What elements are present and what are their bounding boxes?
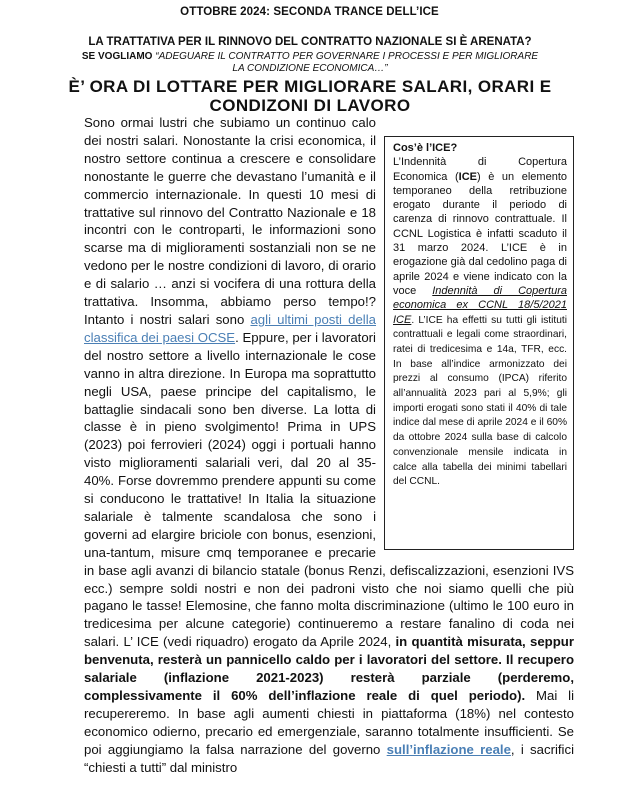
ice-abbrev: ICE <box>458 170 477 183</box>
document-question: LA TRATTATIVA PER IL RINNOVO DEL CONTRATTO NAZIONALE SI È ARENATA? <box>88 36 532 48</box>
article-text: , i sacrifici “chiesti a tutti” dal ministro <box>84 741 575 775</box>
ice-box-text <box>393 155 567 489</box>
article-body <box>84 114 574 777</box>
article-text: Sono ormai lustri che subiamo un continuo calo dei nostri salari. Nonostante la crisi economica, il nostro settore continua a crescere e consolidare nonostante le guerre che devastano l’umanità e il commercio internazionale. In questi 10 mesi di trattative sul rinnovo del Contratto Nazionale e 18 incontri con le controparti, le informazioni sono scarse ma di miglioramenti sostanziali non se ne vedono per le nostre condizioni di lavoro, di orario e di salario … anzi si vocifera di una rottura della trattativa. Insomma, abbiamo perso tempo!? Intanto i nostri salari sono <box>84 115 376 327</box>
document-subheading <box>75 51 545 75</box>
article-text: Mai li recupereremo. In base agli aumenti chiesti in piattaforma (18%) nel contesto economico odierno, precario ed emergenziale, saranno totalmente insufficienti. Se poi aggiungiamo la falsa narrazione del governo <box>84 688 575 757</box>
subheading-lead: SE VOGLIAMO <box>81 51 156 62</box>
ocse-ranking-link[interactable]: agli ultimi posti della classifica dei paesi OCSE <box>84 311 376 345</box>
article-text: . Eppure, per i lavoratori del nostro settore a livello internazionale le cose vanno in altra direzione. In Europa ma soprattutto negli USA, paese principe del capitalismo, le battaglie sindacali sono ben diverse. La lotta di classe è in pieno svolgimento! Prima in UPS (2023) poi ferrovieri (2024) oggi i portuali hanno visto miglioramenti salariali veri, dal 20 al 35-40%. Forse dovremmo prendere appunti su come si conducono le trattative! In Italia la situazione salariale è talmente scandalosa che sono i governi ad elargire briciole con bonus, esenzioni, una-tantum, misure cmq temporanee e precarie in base agli avanzi di bilancio statale (bonus Renzi, defiscalizzazioni, esenzioni IVS ecc.) sempre soldi nostri e non dei padroni visto che noi siamo quelli che più pagano le tasse! Elemosine, che fanno molta discriminazione (ultimo le 100 euro in tredicesima per alcune categorie) continueremo a restare fanalino di coda nei salari. L’ ICE (vedi riquadro) erogato da Aprile 2024, <box>84 329 574 650</box>
ice-box-title: Cos’è l’ICE? <box>393 142 458 154</box>
article-bold-text: in quantità misurata, seppur benvenuta, resterà un pannicello caldo per i lavoratori del settore. Il recupero salariale (inflazione 2021-2023) resterà parziale (perderemo, complessivamente il 60% dell’inflazione reale di quel periodo). <box>84 634 574 703</box>
ice-info-box <box>384 136 574 550</box>
ice-text-details: . L’ICE ha effetti su tutti gli istituti contrattuali e legali come straordinari, ratei di tredicesima e 14a, TFR, ecc. In base all’indice armonizzato dei prezzi al consumo (IPCA) riferito all’annualità 2023 pari al 5,9%; gli importi erogati sono stati il 40% di tale indice dal mese di aprile 2024 e il 60% da ottobre 2024 sulla base di calcolo convenzionale mensile indicata in calce alla tabella dei minimi tabellari del CCNL. <box>393 314 567 488</box>
ice-text-part: L’Indennità di Copertura Economica ( <box>393 156 567 183</box>
page-title: È’ ORA DI LOTTARE PER MIGLIORARE SALARI, ORARI E CONDIZONI DI LAVORO <box>68 77 552 115</box>
inflation-link[interactable]: sull’inflazione reale <box>386 741 511 757</box>
ice-payslip-item: Indennità di Copertura economica ex CCNL 18/5/2021 ICE <box>393 284 567 326</box>
document-kicker: OTTOBRE 2024: SECONDA TRANCE DELL’ICE <box>180 6 439 18</box>
ice-text-part: ) è un elemento temporaneo della retribuzione erogato durante il periodo di carenza di rinnovo contrattuale. Il CCNL Logistica è infatti scaduto il 31 marzo 2024. L’ICE è in erogazione già dal cedolino paga di aprile 2024 e viene indicato con la voce <box>393 170 567 297</box>
subheading-quote: “ADEGUARE IL CONTRATTO PER GOVERNARE I PROCESSI E PER MIGLIORARE LA CONDIZIONE ECONOMICA…” <box>155 51 539 74</box>
